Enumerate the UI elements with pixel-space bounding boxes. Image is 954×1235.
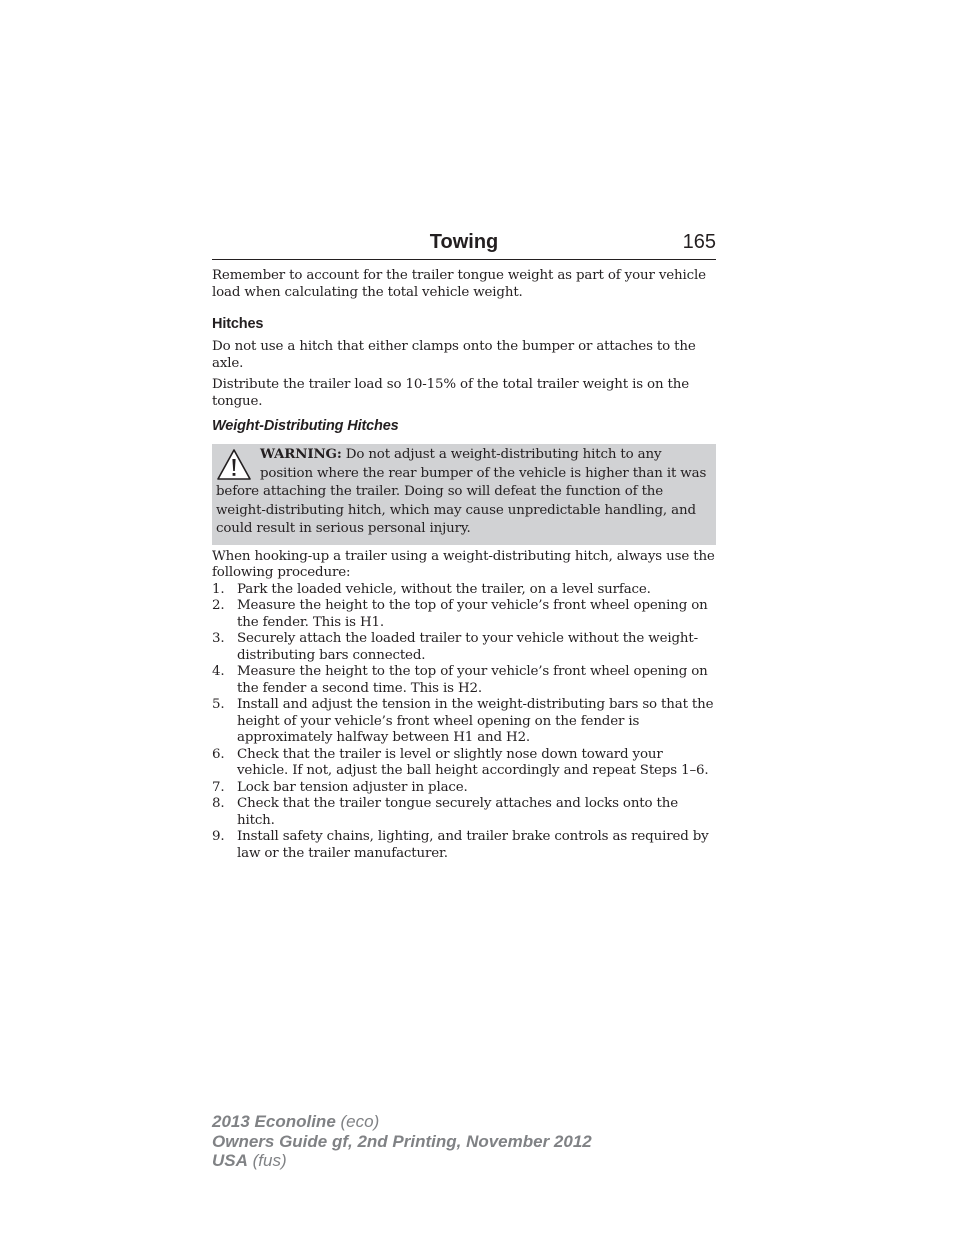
list-item — [212, 796, 716, 829]
warning-triangle-icon — [216, 447, 252, 483]
footer-market-code: (fus) — [247, 1151, 287, 1170]
page-number: 165 — [682, 231, 716, 253]
list-item — [212, 598, 716, 631]
step-number: 8. — [212, 796, 225, 812]
footer-model: 2013 Econoline — [212, 1112, 336, 1131]
step-number: 1. — [212, 581, 225, 597]
footer-line-2: Owners Guide gf, 2nd Printing, November 2012 — [212, 1131, 592, 1151]
step-text: Measure the height to the top of your vehicle’s front wheel opening on the fender a second time. This is H2. — [237, 664, 708, 696]
step-number: 7. — [212, 779, 225, 795]
step-text: Park the loaded vehicle, without the trailer, on a level surface. — [237, 581, 651, 597]
step-text: Check that the trailer tongue securely attaches and locks onto the hitch. — [237, 796, 679, 828]
step-number: 2. — [212, 598, 225, 614]
step-number: 6. — [212, 746, 225, 762]
hitches-paragraph-2: Distribute the trailer load so 10-15% of the total trailer weight is on the tongue. — [212, 377, 689, 409]
intro-paragraph: Remember to account for the trailer tongue weight as part of your vehicle load when calculating the total vehicle weight. — [212, 268, 706, 300]
list-item — [212, 631, 716, 664]
list-item — [212, 582, 716, 599]
step-text: Check that the trailer is level or slightly nose down toward your vehicle. If not, adjust the ball height accordingly and repeat Steps 1–6. — [237, 746, 709, 779]
procedure-intro: When hooking-up a trailer using a weight-distributing hitch, always use the following procedure: — [212, 548, 715, 581]
step-text: Install and adjust the tension in the weight-distributing bars so that the height of your vehicle’s front wheel opening on the fender is approximately halfway between H1 and H2. — [237, 697, 714, 746]
footer-market: USA — [212, 1151, 248, 1170]
step-text: Install safety chains, lighting, and trailer brake controls as required by law or the trailer manufacturer. — [237, 829, 709, 861]
list-item — [212, 829, 716, 862]
list-item — [212, 780, 716, 797]
warning-label: WARNING: — [260, 446, 342, 462]
step-number: 9. — [212, 829, 225, 845]
section-title: Towing — [429, 231, 499, 253]
warning-box — [212, 444, 716, 545]
footer-line-3 — [212, 1151, 592, 1171]
hitches-heading: Hitches — [212, 316, 264, 332]
procedure-steps — [212, 582, 716, 863]
page-footer — [212, 1112, 592, 1171]
step-number: 5. — [212, 697, 225, 713]
step-text: Measure the height to the top of your vehicle’s front wheel opening on the fender. This is H1. — [237, 598, 708, 630]
step-number: 4. — [212, 664, 225, 680]
footer-line-1 — [212, 1112, 592, 1132]
step-number: 3. — [212, 631, 225, 647]
hitches-paragraph-1: Do not use a hitch that either clamps onto the bumper or attaches to the axle. — [212, 339, 696, 371]
weight-distributing-heading: Weight-Distributing Hitches — [212, 418, 399, 434]
main-content — [212, 268, 716, 862]
page-header — [212, 228, 716, 260]
footer-model-code: (eco) — [335, 1112, 380, 1131]
list-item — [212, 664, 716, 697]
warning-text: Do not adjust a weight-distributing hitch to any position where the rear bumper of the vehicle is higher than it was before attaching the trailer. Doing so will defeat the function of the weight-distributing hitch, which may cause unpredictable handling, and could result in serious personal injury. — [216, 447, 707, 537]
step-text: Lock bar tension adjuster in place. — [237, 779, 468, 795]
step-text: Securely attach the loaded trailer to your vehicle without the weight-distributing bars connected. — [237, 631, 699, 663]
list-item — [212, 747, 716, 780]
list-item — [212, 697, 716, 747]
